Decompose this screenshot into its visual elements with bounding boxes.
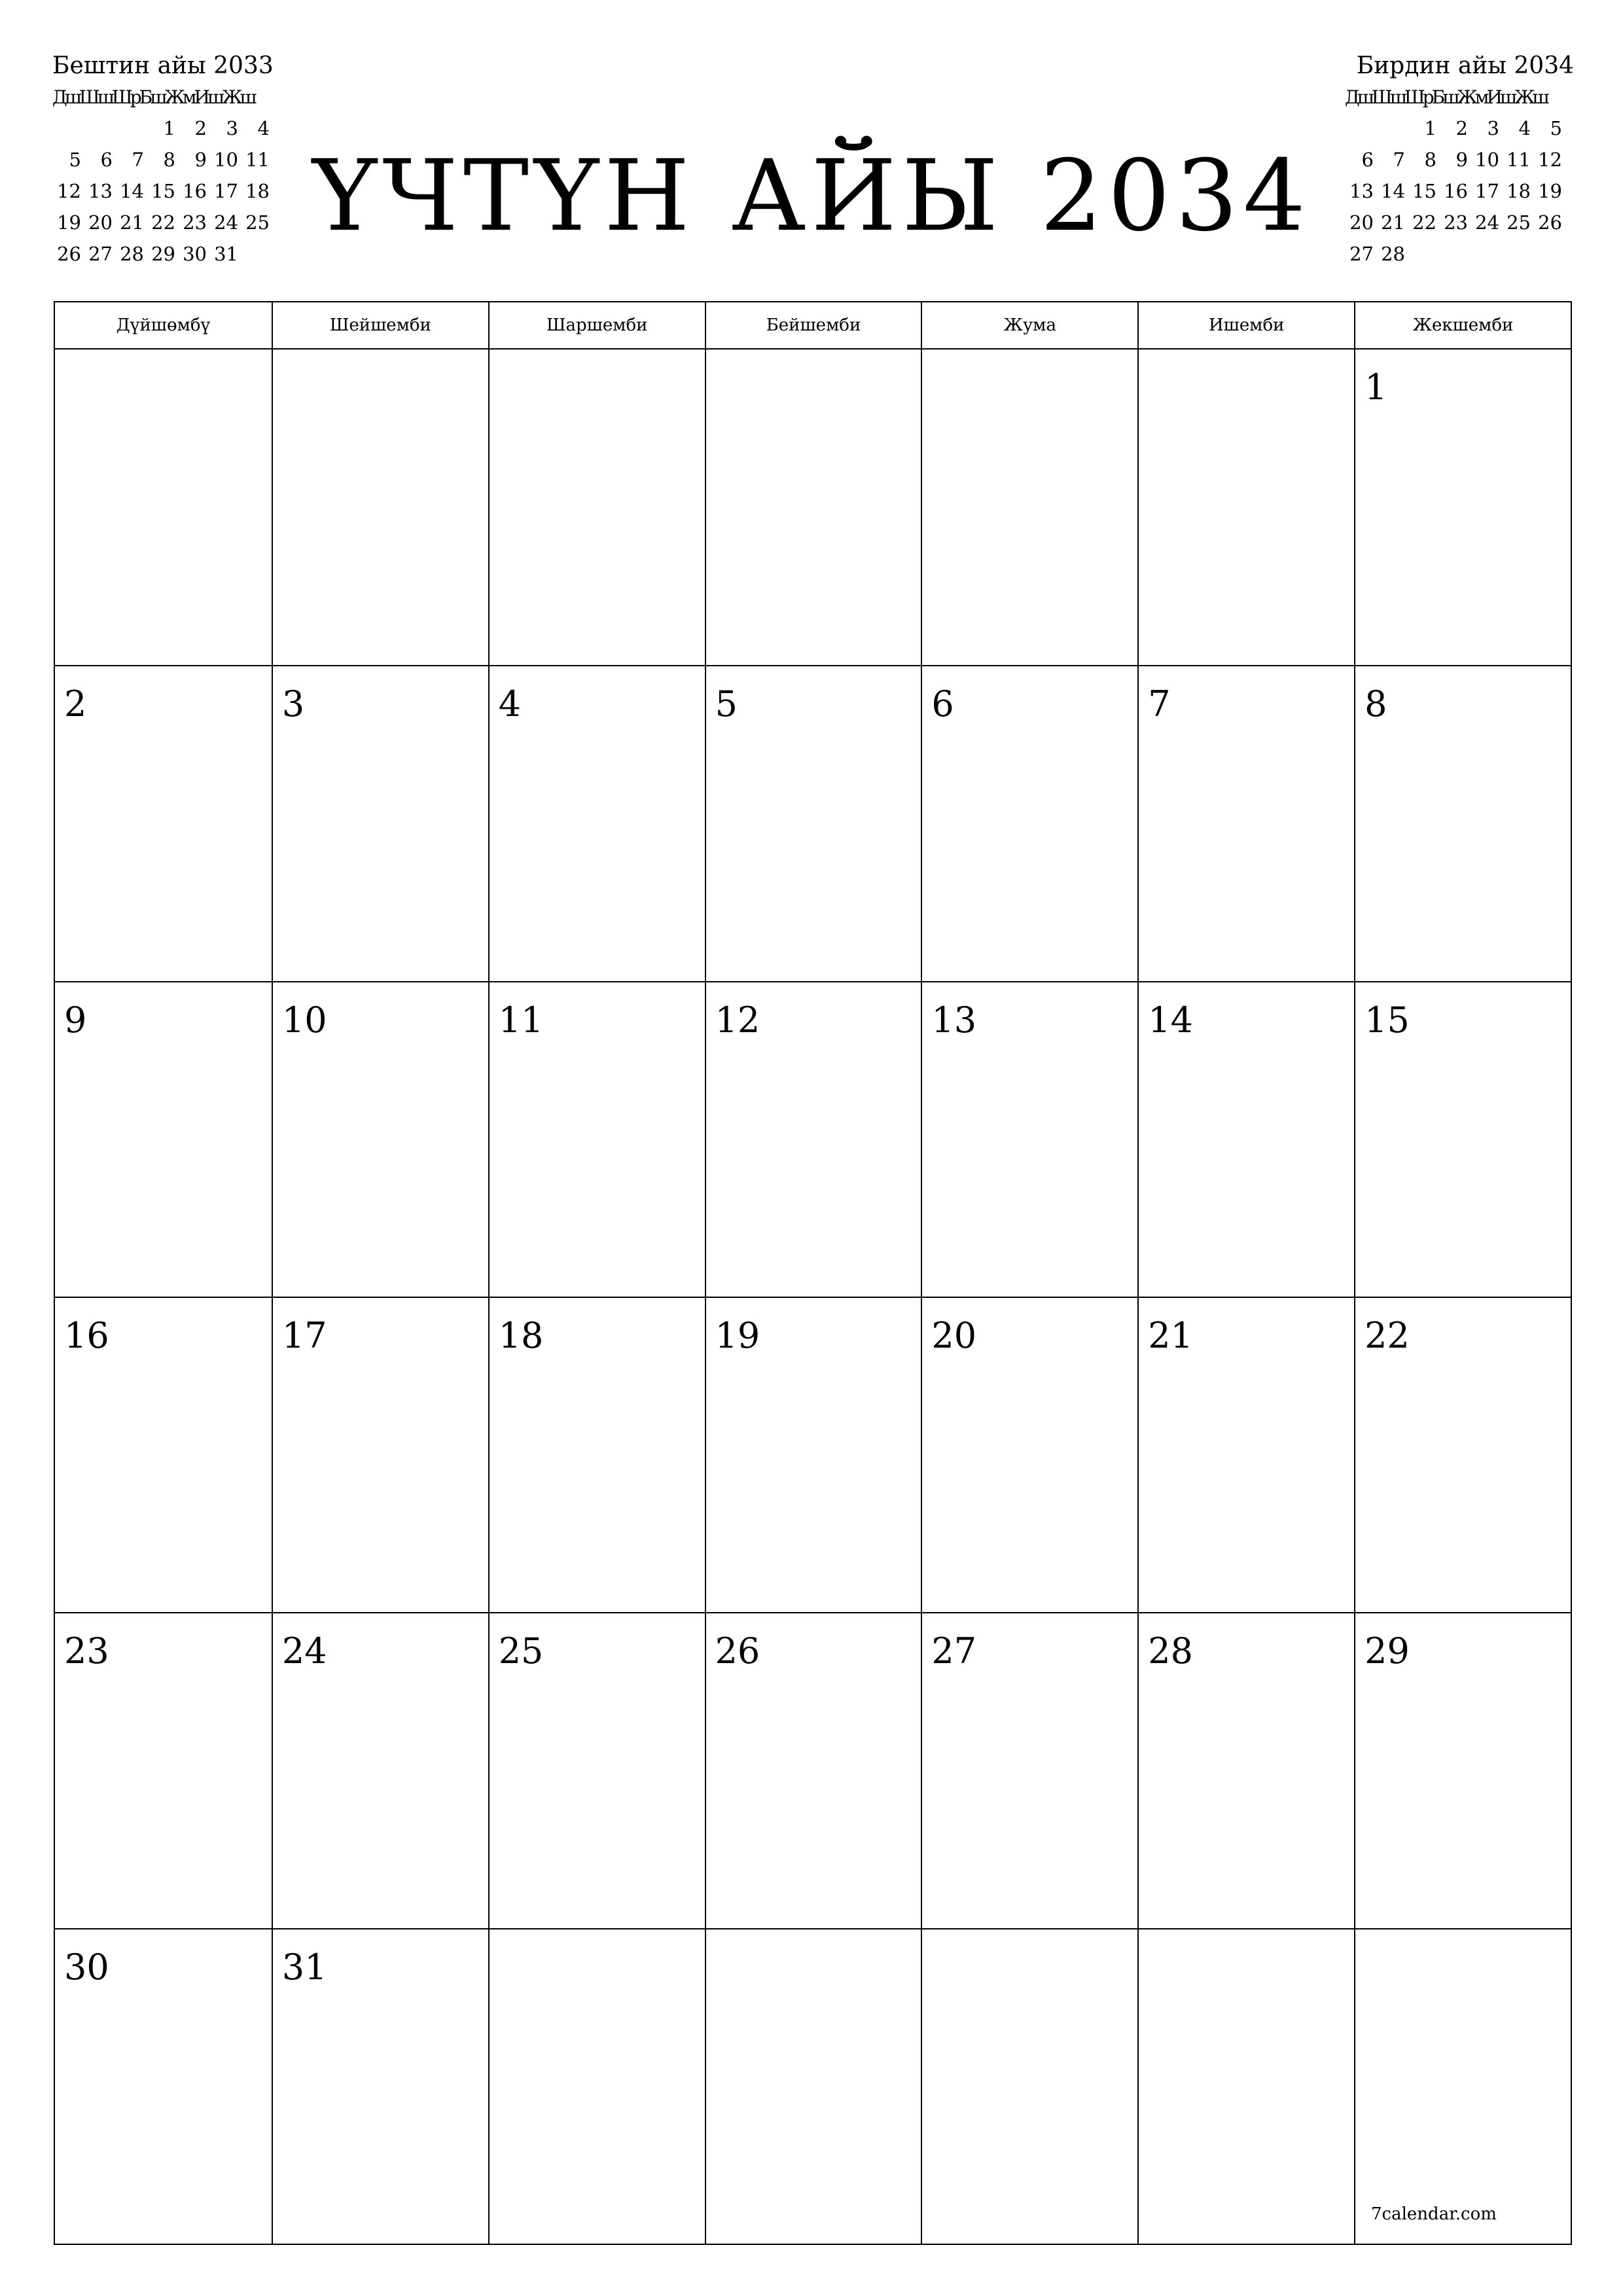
next-month-day: 5	[1550, 117, 1562, 139]
next-month-day: 23	[1444, 211, 1468, 234]
day-number: 2	[64, 683, 87, 725]
next-month-day: 7	[1393, 149, 1405, 171]
prev-month-day: 10	[214, 149, 238, 171]
day-number: 18	[498, 1315, 544, 1356]
prev-month-day: 6	[100, 149, 113, 171]
day-number: 13	[931, 999, 977, 1041]
next-month-day: 9	[1455, 149, 1468, 171]
prev-month-day: 3	[226, 117, 238, 139]
day-cell	[488, 1297, 705, 1612]
day-number: 16	[64, 1315, 109, 1356]
weekday-header-row	[55, 302, 1571, 350]
prev-month-day: 5	[69, 149, 81, 171]
day-number: 17	[281, 1315, 327, 1356]
prev-month-empty-day	[115, 113, 147, 144]
prev-month-day: 4	[257, 117, 270, 139]
day-cell	[272, 1612, 488, 1928]
day-cell	[55, 1928, 272, 2244]
next-month-days-grid	[1345, 113, 1574, 270]
prev-month-day: 28	[120, 243, 144, 265]
day-cell	[1354, 350, 1571, 665]
day-cell	[705, 1928, 921, 2244]
day-number: 26	[715, 1630, 760, 1672]
day-cell	[921, 350, 1137, 665]
next-month-title: Бирдин айы 2034	[1356, 52, 1574, 79]
day-cell	[55, 1297, 272, 1612]
day-cell	[1137, 1928, 1354, 2244]
prev-month-weekday-header: ДшШшШрБшЖмИшЖш	[52, 86, 255, 108]
calendar-body	[55, 350, 1571, 2244]
month-calendar-grid	[54, 301, 1572, 2245]
next-month-day: 19	[1538, 180, 1562, 202]
day-number: 15	[1364, 999, 1410, 1041]
weekday-header: Бейшемби	[705, 302, 921, 348]
prev-month-day: 7	[132, 149, 144, 171]
next-month-day: 25	[1507, 211, 1531, 234]
day-cell	[921, 981, 1137, 1297]
prev-month-title: Бештин айы 2033	[52, 52, 274, 79]
prev-month-day: 22	[151, 211, 175, 234]
prev-month-day: 25	[245, 211, 270, 234]
prev-month-day: 18	[245, 180, 270, 202]
prev-month-empty-day	[52, 113, 84, 144]
day-cell	[272, 1297, 488, 1612]
weekday-header: Жума	[921, 302, 1137, 348]
day-cell	[1354, 665, 1571, 980]
day-cell	[272, 1928, 488, 2244]
next-month-day: 16	[1444, 180, 1468, 202]
next-month-day: 18	[1507, 180, 1531, 202]
day-number: 4	[498, 683, 522, 725]
day-cell	[921, 1928, 1137, 2244]
page-title: ҮЧТҮН АЙЫ 2034	[312, 139, 1311, 253]
prev-month-day: 12	[57, 180, 81, 202]
day-number: 14	[1148, 999, 1193, 1041]
weekday-header: Ишемби	[1137, 302, 1354, 348]
prev-month-day: 11	[245, 149, 270, 171]
next-month-day: 26	[1538, 211, 1562, 234]
day-number: 23	[64, 1630, 109, 1672]
day-cell	[1137, 350, 1354, 665]
day-cell	[921, 1297, 1137, 1612]
day-cell	[705, 350, 921, 665]
prev-month-day: 2	[194, 117, 207, 139]
day-number: 10	[281, 999, 327, 1041]
day-number: 8	[1364, 683, 1387, 725]
prev-month-day: 13	[88, 180, 113, 202]
prev-month-empty-day	[84, 113, 115, 144]
day-number: 21	[1148, 1315, 1193, 1356]
day-number: 6	[931, 683, 954, 725]
day-cell	[488, 1612, 705, 1928]
day-cell	[272, 981, 488, 1297]
next-month-empty-day	[1345, 113, 1376, 144]
next-month-day: 13	[1349, 180, 1374, 202]
day-number: 28	[1148, 1630, 1193, 1672]
next-month-day: 6	[1361, 149, 1374, 171]
prev-month-day: 21	[120, 211, 144, 234]
day-number: 3	[281, 683, 305, 725]
day-cell	[488, 1928, 705, 2244]
day-number: 11	[498, 999, 544, 1041]
day-cell	[1137, 1612, 1354, 1928]
next-month-day: 21	[1381, 211, 1405, 234]
day-number: 30	[64, 1946, 109, 1988]
next-month-day: 2	[1455, 117, 1468, 139]
prev-month-day: 31	[214, 243, 238, 265]
day-number: 31	[281, 1946, 327, 1988]
day-cell	[705, 1612, 921, 1928]
day-number: 22	[1364, 1315, 1410, 1356]
next-month-day: 10	[1475, 149, 1499, 171]
day-cell	[488, 665, 705, 980]
next-month-day: 4	[1518, 117, 1531, 139]
day-number: 29	[1364, 1630, 1410, 1672]
prev-month-day: 17	[214, 180, 238, 202]
day-cell	[1137, 665, 1354, 980]
prev-month-day: 19	[57, 211, 81, 234]
prev-month-day: 1	[163, 117, 175, 139]
day-number: 19	[715, 1315, 760, 1356]
day-cell	[921, 665, 1137, 980]
day-cell	[705, 1297, 921, 1612]
day-cell	[488, 350, 705, 665]
prev-month-day: 8	[163, 149, 175, 171]
next-month-weekday-header: ДшШшШрБшЖмИшЖш	[1345, 86, 1547, 108]
weekday-header: Жекшемби	[1354, 302, 1571, 348]
day-cell	[1137, 1297, 1354, 1612]
next-month-day: 27	[1349, 243, 1374, 265]
day-cell	[488, 981, 705, 1297]
next-month-day: 20	[1349, 211, 1374, 234]
next-month-day: 1	[1424, 117, 1436, 139]
weekday-header: Шаршемби	[488, 302, 705, 348]
day-number: 12	[715, 999, 760, 1041]
weekday-header: Шейшемби	[272, 302, 488, 348]
day-cell	[1137, 981, 1354, 1297]
day-cell	[55, 350, 272, 665]
next-month-day: 11	[1507, 149, 1531, 171]
day-cell	[705, 665, 921, 980]
day-number: 5	[715, 683, 738, 725]
day-number: 25	[498, 1630, 544, 1672]
day-number: 24	[281, 1630, 327, 1672]
prev-month-day: 15	[151, 180, 175, 202]
day-cell	[921, 1612, 1137, 1928]
day-cell	[1354, 1928, 1571, 2244]
day-cell	[1354, 1612, 1571, 1928]
footer-source-text: 7calendar.com	[1371, 2204, 1497, 2224]
prev-month-day: 9	[194, 149, 207, 171]
next-month-day: 17	[1475, 180, 1499, 202]
prev-month-day: 23	[183, 211, 207, 234]
weekday-header: Дүйшөмбү	[116, 315, 211, 335]
day-cell	[272, 350, 488, 665]
next-month-day: 12	[1538, 149, 1562, 171]
prev-month-day: 16	[183, 180, 207, 202]
next-month-day: 14	[1381, 180, 1405, 202]
prev-month-day: 30	[183, 243, 207, 265]
prev-month-day: 24	[214, 211, 238, 234]
day-cell	[272, 665, 488, 980]
day-number: 7	[1148, 683, 1171, 725]
next-month-day: 24	[1475, 211, 1499, 234]
day-cell	[55, 665, 272, 980]
prev-month-day: 20	[88, 211, 113, 234]
day-number: 1	[1364, 367, 1387, 408]
day-number: 20	[931, 1315, 977, 1356]
day-number: 9	[64, 999, 87, 1041]
prev-month-day: 29	[151, 243, 175, 265]
day-cell	[1354, 981, 1571, 1297]
next-month-day: 22	[1412, 211, 1436, 234]
next-month-empty-day	[1376, 113, 1408, 144]
day-cell	[55, 1612, 272, 1928]
next-month-day: 15	[1412, 180, 1436, 202]
next-month-mini-calendar	[1345, 51, 1574, 270]
next-month-day: 8	[1424, 149, 1436, 171]
day-cell	[55, 981, 272, 1297]
next-month-day: 3	[1487, 117, 1499, 139]
prev-month-day: 14	[120, 180, 144, 202]
day-number: 27	[931, 1630, 977, 1672]
day-cell	[705, 981, 921, 1297]
day-cell	[1354, 1297, 1571, 1612]
prev-month-day: 27	[88, 243, 113, 265]
next-month-day: 28	[1381, 243, 1405, 265]
prev-month-day: 26	[57, 243, 81, 265]
